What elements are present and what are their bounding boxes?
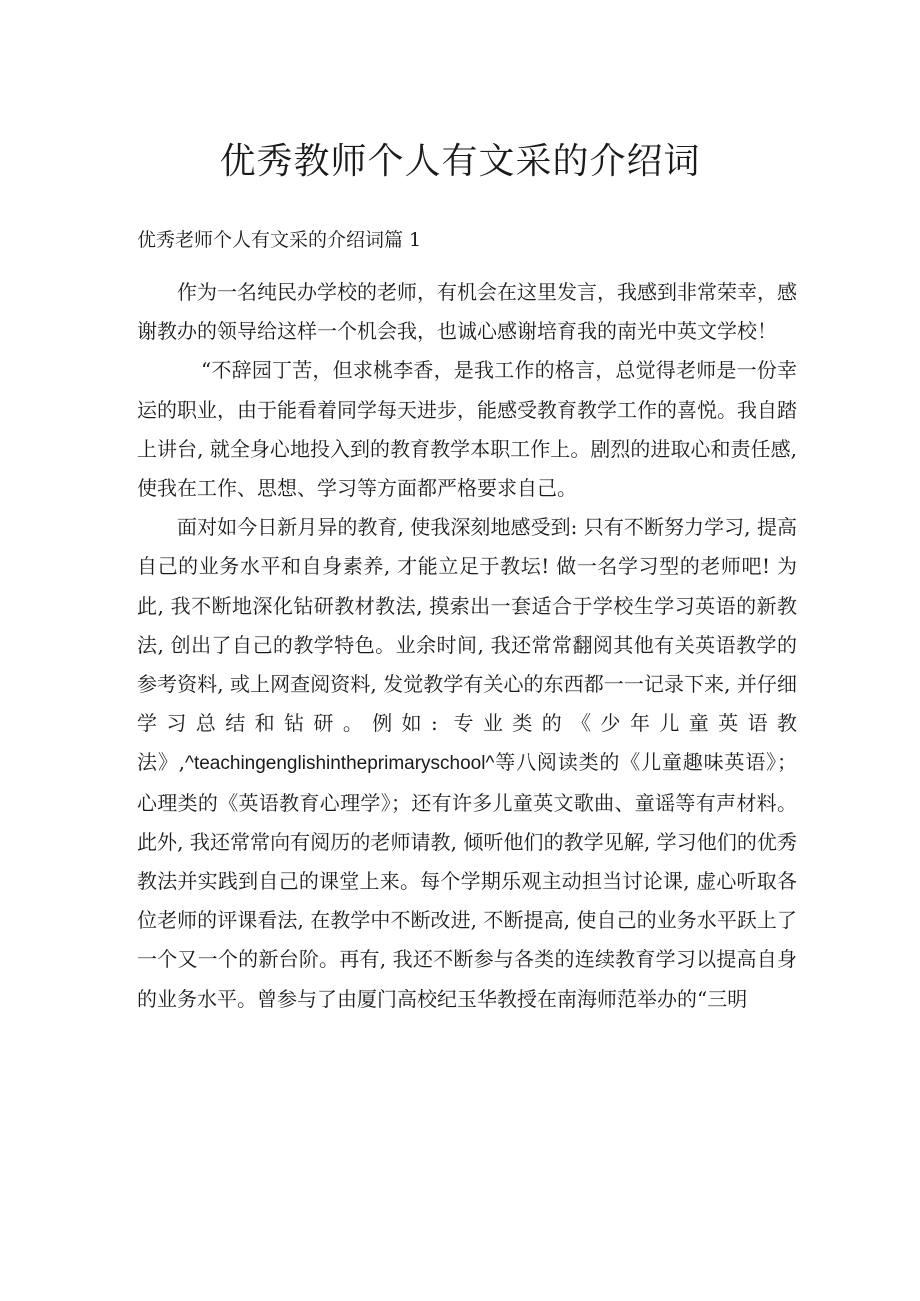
paragraph-3-start: 面对如今日新月异的教育, 使我深刻地感受到: 只有不断努力学习, 提高自己的业务水平和自身素养, 才能立足于教坛! 做一名学习型的老师吧! 为此, 我不断地深化钻研教材教法, 摸索出一套适合于学校生学习英语的新教法, 创出了自己的教学特色。业余时间, 我还常常翻阅其他有关英语教学的参考资料, 或上网查阅资料, 发觉教学有关心的东西都一一记录下来, 并仔细学习总结和钻研。例如: 专业类的《少年儿童英语教法》, [137, 515, 797, 775]
document-subtitle: 优秀老师个人有文采的介绍词篇 1 [137, 229, 422, 251]
paragraph-2: “不辞园丁苦，但求桃李香，是我工作的格言，总觉得老师是一份幸运的职业，由于能看着同学每天进步，能感受教育教学工作的喜悦。我自踏上讲台, 就全身心地投入到的教育教学本职工作上。剧烈的进取心和责任感, 使我在工作、思想、学习等方面都严格要求自己。 [137, 358, 797, 501]
document-body [137, 273, 797, 1019]
paragraph-3 [137, 508, 797, 1019]
document-title: 优秀教师个人有文采的介绍词 [219, 141, 701, 182]
paragraph-3-latin-term: ^teachingenglishintheprimaryschool^ [185, 753, 495, 775]
paragraph-1: 作为一名纯民办学校的老师，有机会在这里发言，我感到非常荣幸，感谢教办的领导给这样一个机会我，也诚心感谢培育我的南光中英文学校！ [137, 280, 797, 344]
paragraph-3-rest: 等八阅读类的《儿童趣味英语》；心理类的《英语教育心理学》；还有许多儿童英文歌曲、童谣等有声材料。此外, 我还常常向有阅历的老师请教, 倾听他们的教学见解, 学习他们的优秀教法并实践到自己的课堂上来。每个学期乐观主动担当讨论课, 虚心听取各位老师的评课看法, 在教学中不断改进, 不断提高, 使自己的业务水平跃上了一个又一个的新台阶。再有, 我还不断参与各类的连续教育学习以提高自身的业务水平。曾参与了由厦门高校纪玉华教授在南海师范举办的“三明 [137, 750, 798, 1011]
